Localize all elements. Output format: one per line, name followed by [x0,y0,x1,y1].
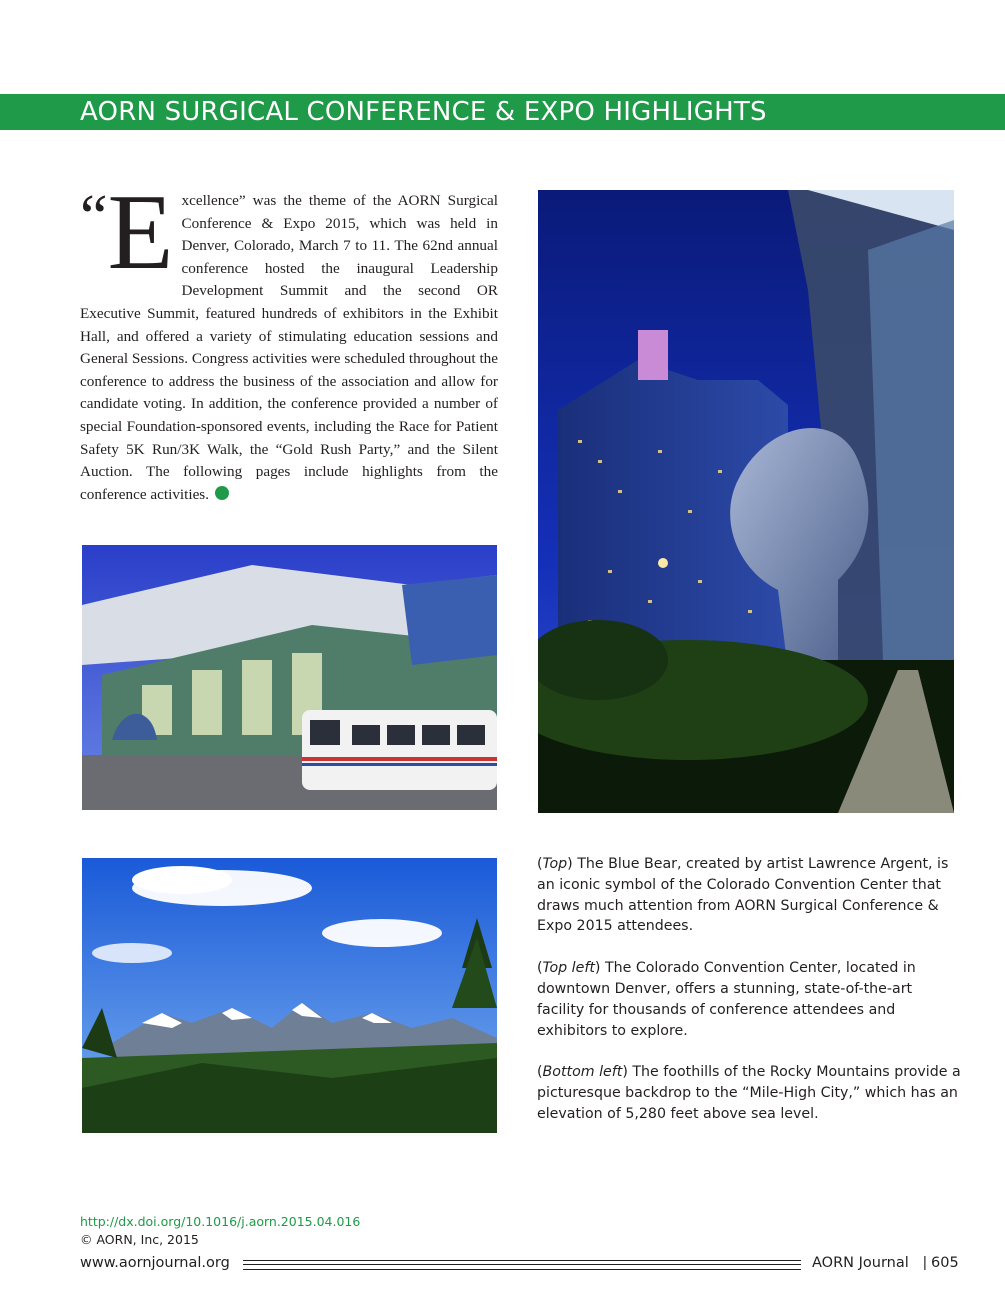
footer-separator: | [923,1255,927,1271]
dropcap [80,173,174,292]
caption-text: The foothills of the Rocky Mountains provide a picturesque backdrop to the “Mile-High City,” which has an elevation of 5,280 feet above sea level. [537,1064,961,1122]
caption-text: The Blue Bear, created by artist Lawrence Argent, is an iconic symbol of the Colorado Convention Center that draws much attention from AORN Surgical Conference & Expo 2015 attendees. [537,856,949,935]
header-banner [0,94,1005,130]
dropcap-letter: E [107,173,174,292]
photo-convention-center [82,545,497,810]
caption-label: Bottom left [542,1064,623,1081]
photo-rocky-mountains [82,858,497,1133]
journal-website-link[interactable]: www.aornjournal.org [80,1255,230,1271]
intro-paragraph [80,173,498,506]
caption-label: Top left [542,960,595,977]
photo-captions [537,854,961,1146]
caption-bottom-left: (Bottom left) The foothills of the Rocky Mountains provide a picturesque backdrop to the “Mile-High City,” which has an elevation of 5,280 feet above sea level. [537,1064,961,1122]
caption-top: (Top) The Blue Bear, created by artist Lawrence Argent, is an iconic symbol of the Colorado Convention Center that draws much attention from AORN Surgical Conference & Expo 2015 attendees. [537,856,949,935]
caption-text: The Colorado Convention Center, located in downtown Denver, offers a stunning, state-of-the-art facility for thousands of conference attendees and exhibitors to explore. [537,960,916,1039]
page-title: AORN SURGICAL CONFERENCE & EXPO HIGHLIGHTS [80,97,767,127]
photo-blue-bear [538,190,954,813]
caption-label: Top [542,856,568,872]
intro-text: xcellence” was the theme of the AORN Surgical Conference & Expo 2015, which was held in Denver, Colorado, March 7 to 11. The 62nd annual conference hosted the inaugural Leadership Development Summit and the second OR Executive Summit, featured hundreds of exhibitors in the Exhibit Hall, and offered a variety of stimulating education sessions and General Sessions. Congress activities were scheduled throughout the conference to address the business of the association and allow for candidate voting. In addition, the conference provided a number of special Foundation-sponsored events, including the Race for Patient Safety 5K Run/3K Walk, the “Gold Rush Party,” and the Silent Auction. The following pages include highlights from the conference activities. [80,192,498,503]
journal-name: AORN Journal [812,1255,909,1271]
page-number: 605 [931,1255,959,1271]
caption-top-left: (Top left) The Colorado Convention Center, located in downtown Denver, offers a stunning, state-of-the-art facility for thousands of conference attendees and exhibitors to explore. [537,960,916,1039]
end-of-article-dot [215,486,229,500]
dropcap-quote: “ [80,183,108,251]
doi-link[interactable]: http://dx.doi.org/10.1016/j.aorn.2015.04.016 [80,1214,361,1229]
copyright: © AORN, Inc, 2015 [80,1232,199,1247]
footer-rule [243,1260,801,1270]
